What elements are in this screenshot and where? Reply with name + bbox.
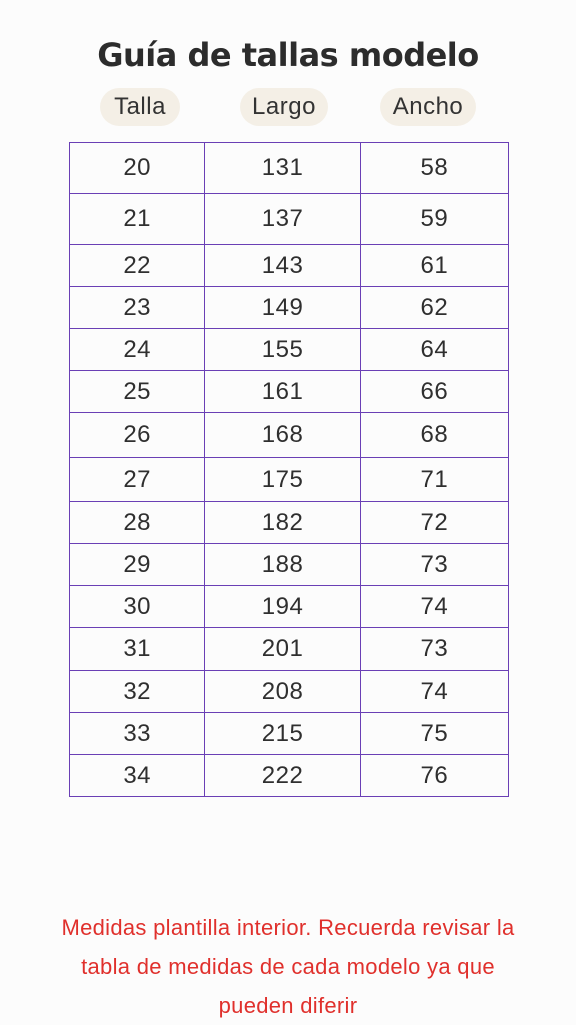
cell-largo: 194 — [205, 586, 360, 628]
cell-ancho: 71 — [360, 458, 508, 502]
cell-ancho: 74 — [360, 671, 508, 713]
cell-ancho: 68 — [360, 413, 508, 458]
cell-talla: 24 — [70, 329, 205, 371]
cell-largo: 201 — [205, 628, 360, 671]
cell-largo: 222 — [205, 755, 360, 797]
cell-ancho: 73 — [360, 544, 508, 586]
cell-ancho: 72 — [360, 502, 508, 544]
footer-note-line-3: pueden diferir — [218, 993, 358, 1018]
cell-talla: 33 — [70, 713, 205, 755]
table-row — [70, 287, 509, 329]
cell-ancho: 59 — [360, 194, 508, 245]
cell-ancho: 75 — [360, 713, 508, 755]
table-row — [70, 713, 509, 755]
cell-talla: 30 — [70, 586, 205, 628]
table-row — [70, 413, 509, 458]
cell-ancho: 64 — [360, 329, 508, 371]
cell-talla: 28 — [70, 502, 205, 544]
cell-largo: 168 — [205, 413, 360, 458]
cell-largo: 182 — [205, 502, 360, 544]
cell-ancho: 66 — [360, 371, 508, 413]
cell-talla: 26 — [70, 413, 205, 458]
cell-talla: 32 — [70, 671, 205, 713]
table-row — [70, 194, 509, 245]
table-row — [70, 671, 509, 713]
table-row — [70, 245, 509, 287]
cell-largo: 149 — [205, 287, 360, 329]
table-row — [70, 628, 509, 671]
cell-talla: 34 — [70, 755, 205, 797]
cell-largo: 175 — [205, 458, 360, 502]
table-row — [70, 544, 509, 586]
cell-talla: 25 — [70, 371, 205, 413]
cell-talla: 22 — [70, 245, 205, 287]
cell-ancho: 73 — [360, 628, 508, 671]
table-row — [70, 755, 509, 797]
cell-talla: 23 — [70, 287, 205, 329]
cell-largo: 155 — [205, 329, 360, 371]
column-header-talla: Talla — [100, 88, 180, 126]
footer-note-line-2: tabla de medidas de cada modelo ya que — [81, 954, 495, 979]
footer-note — [0, 908, 576, 1025]
cell-largo: 143 — [205, 245, 360, 287]
cell-ancho: 62 — [360, 287, 508, 329]
cell-talla: 21 — [70, 194, 205, 245]
cell-ancho: 61 — [360, 245, 508, 287]
table-row — [70, 371, 509, 413]
cell-ancho: 58 — [360, 143, 508, 194]
footer-note-line-1: Medidas plantilla interior. Recuerda revisar la — [61, 915, 515, 940]
cell-talla: 29 — [70, 544, 205, 586]
table-row — [70, 458, 509, 502]
size-table — [69, 142, 509, 797]
column-header-largo: Largo — [240, 88, 328, 126]
cell-ancho: 76 — [360, 755, 508, 797]
cell-talla: 31 — [70, 628, 205, 671]
cell-largo: 188 — [205, 544, 360, 586]
cell-talla: 20 — [70, 143, 205, 194]
table-row — [70, 143, 509, 194]
table-row — [70, 329, 509, 371]
cell-talla: 27 — [70, 458, 205, 502]
cell-largo: 161 — [205, 371, 360, 413]
cell-largo: 215 — [205, 713, 360, 755]
page-title: Guía de tallas modelo — [97, 36, 479, 74]
table-row — [70, 502, 509, 544]
cell-largo: 137 — [205, 194, 360, 245]
cell-ancho: 74 — [360, 586, 508, 628]
cell-largo: 208 — [205, 671, 360, 713]
table-row — [70, 586, 509, 628]
column-header-ancho: Ancho — [380, 88, 476, 126]
cell-largo: 131 — [205, 143, 360, 194]
